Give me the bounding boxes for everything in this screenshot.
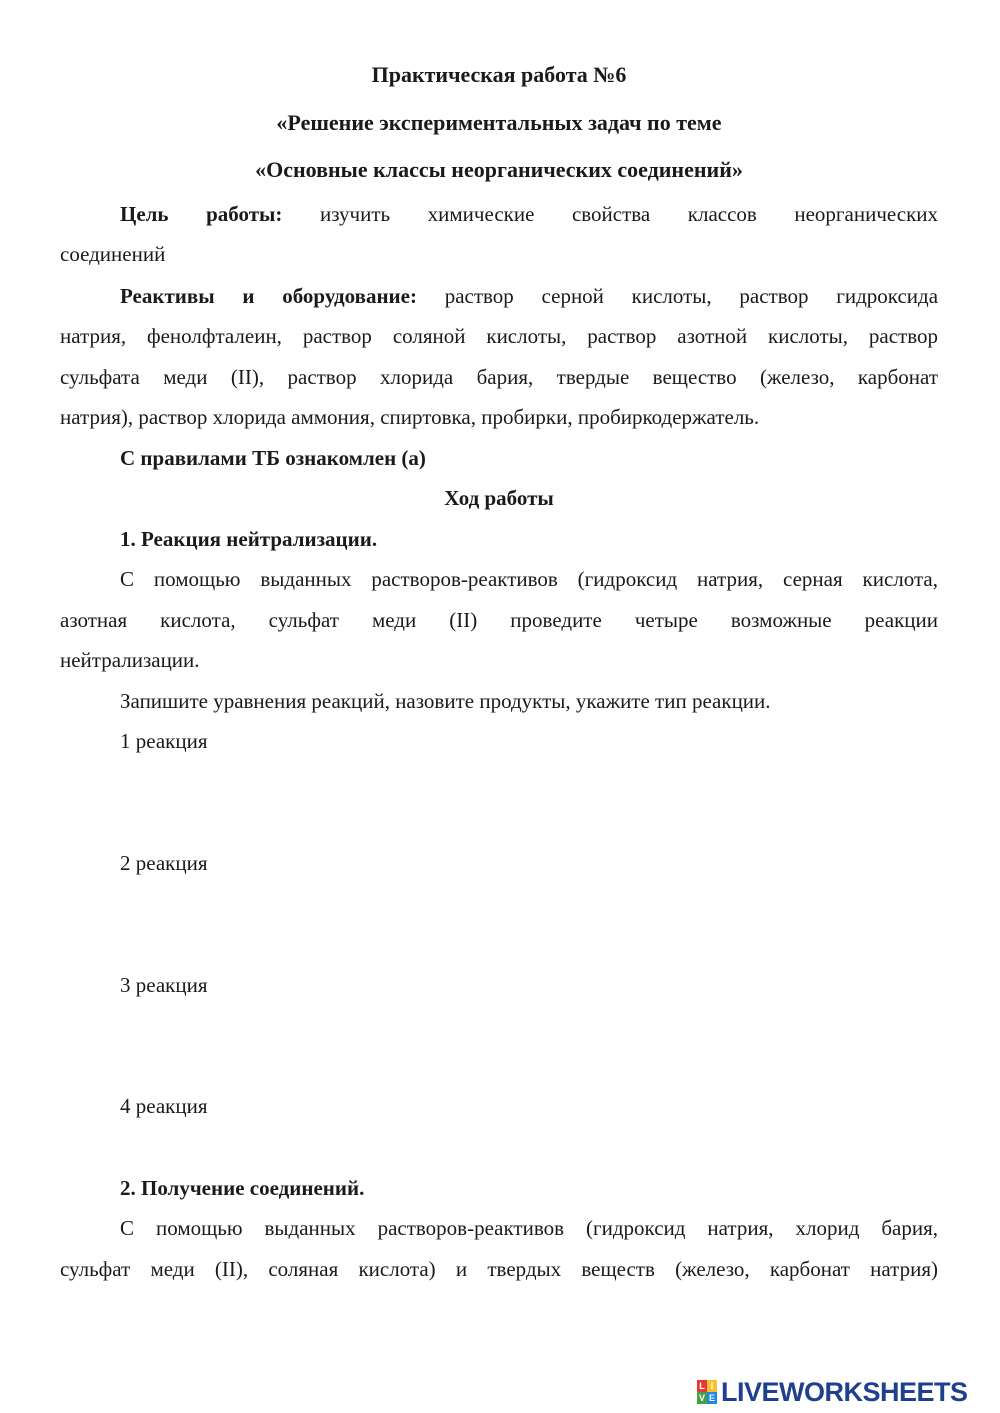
progress-heading: Ход работы — [444, 486, 554, 510]
section2-para-line-2: сульфат меди (II), соляная кислота) и твердых веществ (железо, карбонат натрия) — [60, 1257, 938, 1281]
goal-text: изучить химические свойства классов неорганических — [319, 202, 939, 226]
reaction-label-4: 4 реакция — [120, 1094, 208, 1118]
goal-label: Цель работы: — [120, 202, 283, 226]
goal-line-2: соединений — [60, 242, 166, 266]
section1-instruction: Запишите уравнения реакций, назовите продукты, укажите тип реакции. — [120, 689, 771, 713]
reaction-label-1: 1 реакция — [120, 729, 208, 753]
title-line-1: Практическая работа №6 — [371, 62, 627, 87]
logo-letter-e: E — [708, 1393, 715, 1403]
reagents-line-2: натрия, фенолфталеин, раствор соляной кислоты, раствор азотной кислоты, раствор — [60, 324, 938, 348]
title-line-2: «Решение экспериментальных задач по теме — [276, 110, 722, 135]
liveworksheets-logo-text: LIVEWORKSHEETS — [721, 1376, 968, 1407]
logo-letter-v: V — [698, 1393, 705, 1403]
section1-para-line-1: С помощью выданных растворов-реактивов (гидроксид натрия, серная кислота, — [120, 567, 938, 591]
reagents-line-3: сульфата меди (II), раствор хлорида бария, твердые вещество (железо, карбонат — [60, 365, 938, 389]
logo-letter-i: I — [707, 1380, 717, 1392]
section1-para-line-2: азотная кислота, сульфат меди (II) проведите четыре возможные реакции — [60, 608, 938, 632]
reagents-text-1: раствор серной кислоты, раствор гидроксида — [444, 284, 939, 308]
reaction-label-3: 3 реакция — [120, 973, 208, 997]
section1-heading: 1. Реакция нейтрализации. — [120, 527, 378, 551]
reagents-line-4: натрия), раствор хлорида аммония, спиртовка, пробирки, пробиркодержатель. — [60, 405, 760, 429]
safety-note: С правилами ТБ ознакомлен (а) — [120, 446, 426, 470]
liveworksheets-logo[interactable] — [697, 1377, 997, 1407]
liveworksheets-logo-icon — [697, 1380, 717, 1404]
goal-line-1 — [120, 202, 938, 226]
title-line-3: «Основные классы неорганических соединений» — [255, 157, 743, 182]
reaction-label-2: 2 реакция — [120, 851, 208, 875]
reagents-label: Реактивы и оборудование: — [120, 284, 417, 308]
section1-para-line-3: нейтрализации. — [60, 648, 200, 672]
section2-heading: 2. Получение соединений. — [120, 1176, 365, 1200]
section2-para-line-1: С помощью выданных растворов-реактивов (гидроксид натрия, хлорид бария, — [120, 1216, 938, 1240]
reagents-line-1 — [120, 284, 938, 308]
logo-letter-l: L — [697, 1380, 707, 1392]
